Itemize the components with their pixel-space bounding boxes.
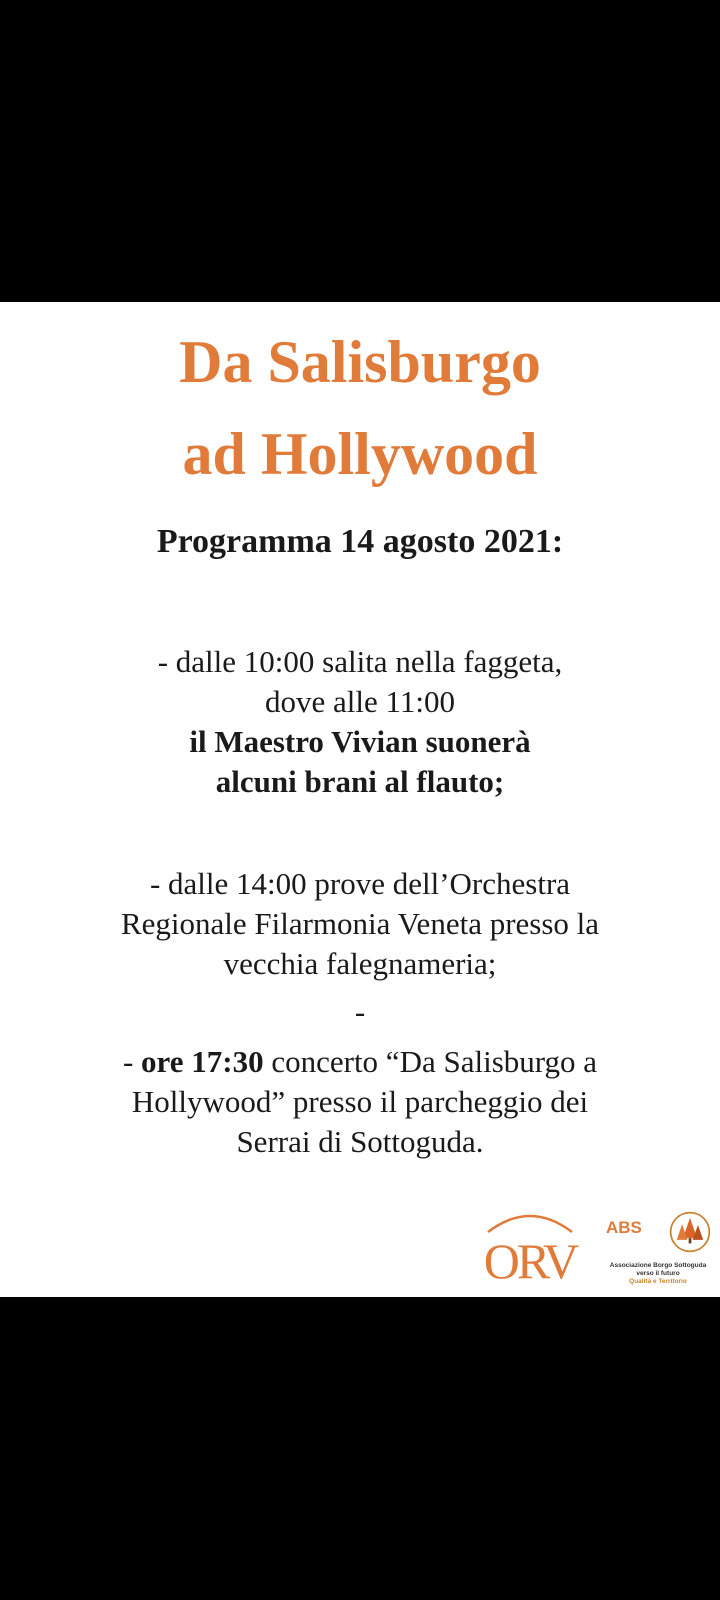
program-item-afternoon: [0, 864, 720, 984]
title-line-2: ad Hollywood: [182, 421, 538, 487]
abs-line: Associazione Borgo Sottoguda: [609, 1262, 707, 1269]
program-line: [0, 1042, 720, 1082]
concert-text: concerto “Da Salisburgo a: [263, 1044, 598, 1079]
abs-logo: [596, 1210, 720, 1290]
separator-dash: -: [354, 994, 366, 1029]
sponsor-logos: [470, 1206, 720, 1291]
abs-description: [596, 1262, 720, 1286]
program-line: vecchia falegnameria;: [223, 946, 497, 981]
program-item-concert: [0, 1042, 720, 1162]
abs-line: verso il futuro: [636, 1270, 680, 1277]
event-poster: [0, 302, 720, 1297]
title-line-1: Da Salisburgo: [179, 329, 541, 395]
program-line: Serrai di Sottoguda.: [236, 1124, 484, 1159]
program-line: - dalle 14:00 prove dell’Orchestra: [149, 866, 571, 901]
program-item-morning: [0, 642, 720, 802]
bottom-black-bar: [0, 1297, 720, 1600]
top-black-bar: [0, 0, 720, 302]
program-line-bold: alcuni brani al flauto;: [215, 764, 505, 799]
program-line-bold: il Maestro Vivian suonerà: [189, 724, 531, 759]
program-date: Programma 14 agosto 2021:: [156, 523, 564, 560]
abs-tagline: Qualità e Territorio: [629, 1278, 687, 1285]
program-line: Regionale Filarmonia Veneta presso la: [120, 906, 600, 941]
abs-name: ABS: [606, 1218, 642, 1237]
concert-time: ore 17:30: [141, 1044, 264, 1079]
line-prefix: -: [122, 1044, 142, 1079]
abs-trees-icon: [668, 1210, 712, 1254]
program-line: dove alle 11:00: [265, 684, 455, 719]
poster-title: [0, 316, 720, 500]
program-line: Hollywood” presso il parcheggio dei: [131, 1084, 589, 1119]
orv-logo: [470, 1206, 590, 1291]
program-line: - dalle 10:00 salita nella faggeta,: [157, 644, 563, 679]
orv-logo-text: ORV: [483, 1233, 577, 1289]
